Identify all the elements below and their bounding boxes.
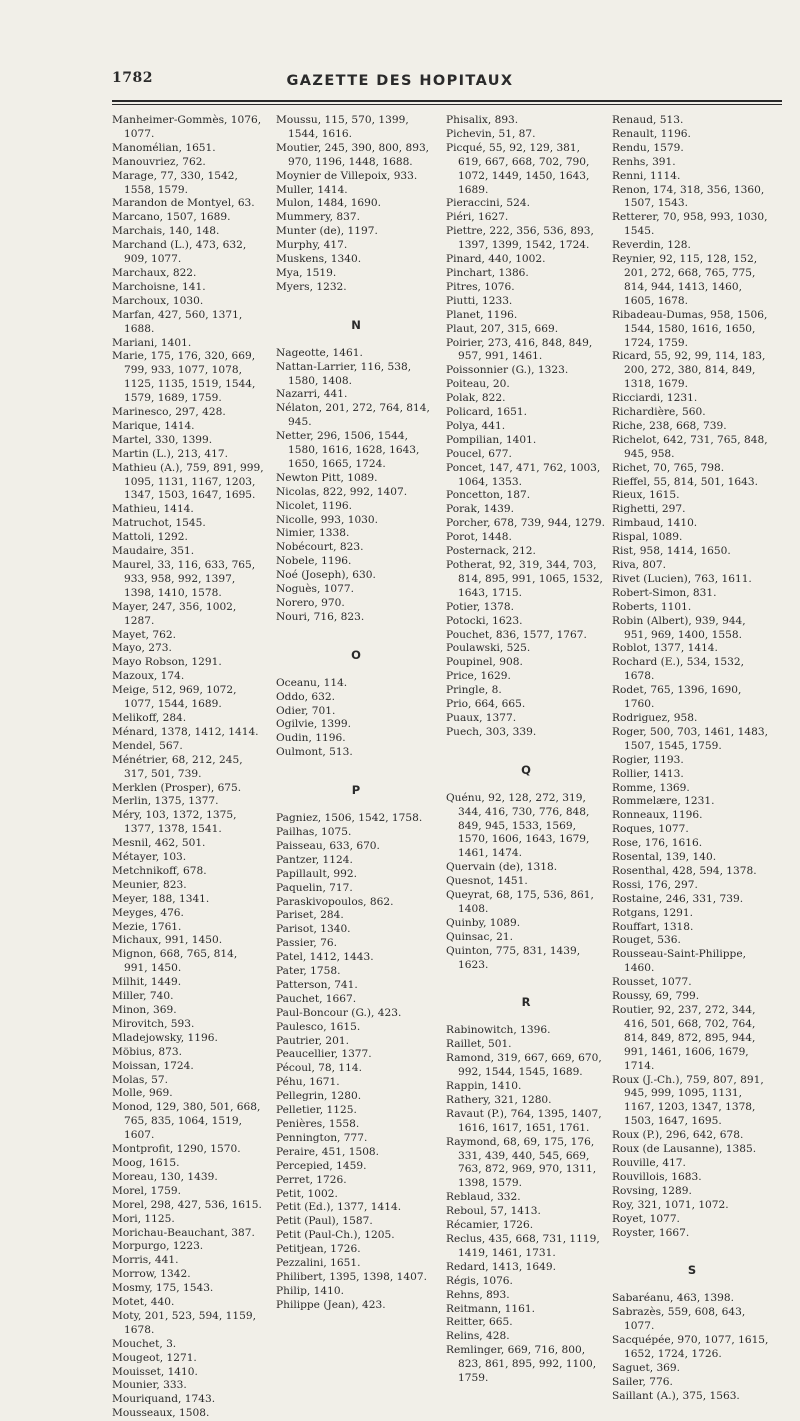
index-entry: Roussy, 69, 799. — [612, 990, 700, 1003]
index-entry: Roblot, 1377, 1414. — [612, 642, 718, 655]
index-entry: Maurel, 33, 116, 633, 765, 933, 958, 992, 1397, 1398, 1410, 1578. — [112, 559, 256, 599]
index-entry: Mosmy, 175, 1543. — [112, 1282, 214, 1295]
index-entry: Paquelin, 717. — [276, 881, 353, 894]
index-entry: Potherat, 92, 319, 344, 703, 814, 895, 991, 1065, 1532, 1643, 1715. — [446, 559, 603, 599]
index-entry: Petit (Paul-Ch.), 1205. — [276, 1229, 395, 1242]
index-entry: Meige, 512, 969, 1072, 1077, 1544, 1689. — [112, 684, 237, 711]
index-entry: Pantzer, 1124. — [276, 853, 353, 866]
index-entry: Renault, 1196. — [612, 127, 691, 140]
index-column-2 — [276, 114, 436, 1313]
index-entry: Myers, 1232. — [276, 280, 347, 293]
index-entry: Moreau, 130, 1439. — [112, 1170, 218, 1183]
index-entry: Riche, 238, 668, 739. — [612, 419, 727, 432]
index-entry: Roux (de Lausanne), 1385. — [612, 1143, 757, 1156]
index-entry: Pécoul, 78, 114. — [276, 1062, 362, 1075]
index-entry: Renon, 174, 318, 356, 1360, 1507, 1543. — [612, 183, 765, 210]
index-entry: Petit (Ed.), 1377, 1414. — [276, 1201, 402, 1214]
index-entry: Mladejowsky, 1196. — [112, 1031, 218, 1044]
index-entry: Merklen (Prosper), 675. — [112, 781, 242, 794]
index-entry: Perret, 1726. — [276, 1173, 347, 1186]
index-entry: Mariani, 1401. — [112, 336, 192, 349]
index-entry: Ronneaux, 1196. — [612, 809, 703, 822]
index-entry: Mummery, 837. — [276, 211, 360, 224]
index-entry: Marique, 1414. — [112, 419, 195, 432]
index-entry: Rimbaud, 1410. — [612, 517, 698, 530]
index-entry: Rochard (E.), 534, 1532, 1678. — [612, 656, 745, 683]
index-entry: Mattoli, 1292. — [112, 531, 188, 544]
section-spacer — [276, 295, 436, 319]
index-entry: Retterer, 70, 958, 993, 1030, 1545. — [612, 211, 768, 238]
index-entry: Muskens, 1340. — [276, 253, 362, 266]
index-entry: Mezie, 1761. — [112, 920, 182, 933]
index-entry: Quinsac, 21. — [446, 930, 513, 943]
index-entry: Régis, 1076. — [446, 1274, 513, 1287]
index-entry: Richelot, 642, 731, 765, 848, 945, 958. — [612, 433, 768, 460]
index-entry: Rieffel, 55, 814, 501, 1643. — [612, 475, 759, 488]
index-entry: Pater, 1758. — [276, 965, 341, 978]
index-entry: Polak, 822. — [446, 392, 506, 405]
index-entry: Piutti, 1233. — [446, 294, 513, 307]
index-entry: Philip, 1410. — [276, 1284, 344, 1297]
index-entry: Murphy, 417. — [276, 239, 348, 252]
index-entry: Rivet (Lucien), 763, 1611. — [612, 572, 752, 585]
index-entry: Mayo, 273. — [112, 642, 172, 655]
index-entry: Roger, 500, 703, 1461, 1483, 1507, 1545, 1759. — [612, 725, 768, 752]
index-entry: Méry, 103, 1372, 1375, 1377, 1378, 1541. — [112, 809, 237, 836]
index-entry: Rostaine, 246, 331, 739. — [612, 892, 744, 905]
index-entry: Meunier, 823. — [112, 878, 187, 891]
index-entry: Prio, 664, 665. — [446, 698, 526, 711]
index-entry: Petit, 1002. — [276, 1187, 338, 1200]
index-entry: Puech, 303, 339. — [446, 725, 537, 738]
index-entry: Petitjean, 1726. — [276, 1243, 361, 1256]
index-entry: Pringle, 8. — [446, 684, 502, 697]
index-entry: Mouriquand, 1743. — [112, 1393, 216, 1406]
index-entry: Policard, 1651. — [446, 406, 528, 419]
index-entry: Poupinel, 908. — [446, 656, 523, 669]
section-spacer — [276, 625, 436, 649]
index-entry: Routier, 92, 237, 272, 344, 416, 501, 668, 702, 764, 814, 849, 872, 895, 944, 991, 1461, 1606, 1679, 1714. — [612, 1004, 756, 1072]
index-entry: Polya, 441. — [446, 419, 506, 432]
section-letter-heading: R — [521, 995, 531, 1010]
index-entry: Renaud, 513. — [612, 114, 684, 126]
index-entry: Ravaut (P.), 764, 1395, 1407, 1616, 1617, 1651, 1761. — [446, 1107, 602, 1134]
index-entry: Robert-Simon, 831. — [612, 586, 717, 599]
index-entry: Rouville, 417. — [612, 1156, 686, 1169]
index-entry: Noé (Joseph), 630. — [276, 569, 376, 582]
index-entry: Rendu, 1579. — [612, 141, 684, 154]
index-entry: Penières, 1558. — [276, 1118, 360, 1130]
index-entry: Möbius, 873. — [112, 1045, 182, 1058]
index-entry: Sabrazès, 559, 608, 643, 1077. — [612, 1306, 746, 1333]
index-entry: Odier, 701. — [276, 704, 336, 717]
index-entry: Sacquépée, 970, 1077, 1615, 1652, 1724, 1726. — [612, 1334, 769, 1360]
index-entry: Plaut, 207, 315, 669. — [446, 322, 559, 335]
index-entry: Miller, 740. — [112, 990, 174, 1003]
index-entry: Paisseau, 633, 670. — [276, 839, 380, 852]
section-letter-heading: O — [351, 647, 361, 662]
index-entry: Morichau-Beauchant, 387. — [112, 1226, 255, 1239]
index-entry: Pieraccini, 524. — [446, 197, 530, 210]
index-entry: Parisot, 1340. — [276, 923, 351, 936]
index-entry: Mathieu (A.), 759, 891, 999, 1095, 1131, 1167, 1203, 1347, 1503, 1647, 1695. — [112, 461, 264, 502]
index-entry: Rommelære, 1231. — [612, 795, 715, 808]
index-entry: Percepied, 1459. — [276, 1159, 367, 1172]
index-entry: Roberts, 1101. — [612, 600, 692, 613]
index-entry: Porcher, 678, 739, 944, 1279. — [446, 517, 605, 530]
index-entry: Marie, 175, 176, 320, 669, 799, 933, 1077, 1078, 1125, 1135, 1519, 1544, 1579, 1689, 1759. — [112, 350, 256, 405]
index-entry: Rouget, 536. — [612, 934, 681, 947]
index-entry: Righetti, 297. — [612, 503, 686, 516]
index-entry: Roux (P.), 296, 642, 678. — [612, 1129, 744, 1142]
index-entry: Merlin, 1375, 1377. — [112, 795, 219, 808]
index-entry: Rosental, 139, 140. — [612, 851, 717, 864]
index-entry: Rousset, 1077. — [612, 976, 692, 989]
index-entry: Mougeot, 1271. — [112, 1351, 197, 1364]
index-entry: Morpurgo, 1223. — [112, 1240, 204, 1253]
index-entry: Rodet, 765, 1396, 1690, 1760. — [612, 684, 742, 711]
running-title: GAZETTE DES HOPITAUX — [286, 73, 514, 89]
index-entry: Nicolet, 1196. — [276, 499, 352, 512]
index-entry: Remlinger, 669, 716, 800, 823, 861, 895, 992, 1100, 1759. — [446, 1344, 597, 1385]
index-entry: Manomélian, 1651. — [112, 141, 216, 154]
index-entry: Rossi, 176, 297. — [612, 878, 698, 891]
section-spacer — [446, 740, 606, 764]
index-entry: Planet, 1196. — [446, 308, 518, 321]
index-entry: Rist, 958, 1414, 1650. — [612, 545, 731, 558]
index-entry: Renni, 1114. — [612, 169, 681, 182]
index-entry: Mulon, 1484, 1690. — [276, 197, 382, 210]
index-entry: Royet, 1077. — [612, 1212, 680, 1225]
index-entry: Marcano, 1507, 1689. — [112, 211, 231, 224]
index-entry: Reboul, 57, 1413. — [446, 1205, 541, 1218]
index-entry: Poncet, 147, 471, 762, 1003, 1064, 1353. — [446, 461, 601, 488]
index-entry: Rehns, 893. — [446, 1288, 510, 1301]
index-entry: Moutier, 245, 390, 800, 893, 970, 1196, 1448, 1688. — [276, 141, 430, 168]
section-spacer — [276, 760, 436, 784]
index-entry: Ribadeau-Dumas, 958, 1506, 1544, 1580, 1616, 1650, 1724, 1759. — [612, 308, 768, 349]
index-entry: Netter, 296, 1506, 1544, 1580, 1616, 1628, 1643, 1650, 1665, 1724. — [276, 430, 420, 470]
index-entry: Pelletier, 1125. — [276, 1104, 357, 1117]
index-entry: Mignon, 668, 765, 814, 991, 1450. — [112, 948, 238, 975]
index-entry: Marfan, 427, 560, 1371, 1688. — [112, 308, 243, 335]
index-entry: Patel, 1412, 1443. — [276, 951, 374, 964]
section-spacer — [446, 972, 606, 996]
index-entry: Rabinowitch, 1396. — [446, 1024, 551, 1037]
index-entry: Roux (J.-Ch.), 759, 807, 891, 945, 999, 1095, 1131, 1167, 1203, 1347, 1378, 1503, 1647, 1695. — [612, 1073, 764, 1128]
index-entry: Mouchet, 3. — [112, 1337, 177, 1350]
index-entry: Mayo Robson, 1291. — [112, 656, 222, 669]
index-entry: Posternack, 212. — [446, 545, 536, 558]
header-rule — [112, 100, 782, 102]
index-entry: Poirier, 273, 416, 848, 849, 957, 991, 1461. — [446, 336, 593, 363]
index-entry: Montprofit, 1290, 1570. — [112, 1143, 241, 1156]
index-entry: Metchnikoff, 678. — [112, 864, 207, 877]
index-entry: Newton Pitt, 1089. — [276, 471, 378, 484]
index-entry: Nazarri, 441. — [276, 388, 348, 401]
index-entry: Raillet, 501. — [446, 1038, 512, 1051]
index-entry: Saguet, 369. — [612, 1361, 681, 1374]
index-entry: Raymond, 68, 69, 175, 176, 331, 439, 440, 545, 669, 763, 872, 969, 970, 1311, 1398, 1579. — [446, 1135, 597, 1190]
index-entry: Mouisset, 1410. — [112, 1365, 198, 1378]
section-letter-heading: S — [687, 1263, 697, 1278]
index-entry: Poissonnier (G.), 1323. — [446, 364, 569, 377]
index-entry: Nicolle, 993, 1030. — [276, 513, 379, 526]
index-entry: Philippe (Jean), 423. — [276, 1298, 386, 1311]
page-number: 1782 — [112, 70, 153, 86]
index-entry: Puaux, 1377. — [446, 711, 517, 724]
index-entry: Morrow, 1342. — [112, 1268, 191, 1281]
index-entry: Matruchot, 1545. — [112, 517, 206, 530]
index-entry: Peraire, 451, 1508. — [276, 1145, 380, 1158]
index-entry: Ménétrier, 68, 212, 245, 317, 501, 739. — [112, 753, 243, 780]
index-entry: Piéri, 1627. — [446, 211, 509, 224]
index-entry: Pariset, 284. — [276, 909, 344, 922]
index-entry: Milhit, 1449. — [112, 976, 182, 989]
index-entry: Rollier, 1413. — [612, 767, 684, 780]
index-entry: Moynier de Villepoix, 933. — [276, 169, 418, 182]
index-entry: Oceanu, 114. — [276, 676, 348, 689]
index-entry: Papillault, 992. — [276, 867, 358, 880]
index-entry: Marchoisne, 141. — [112, 280, 206, 293]
index-entry: Rouvillois, 1683. — [612, 1170, 702, 1183]
index-entry: Noguès, 1077. — [276, 583, 355, 596]
index-entry: Mesnil, 462, 501. — [112, 837, 206, 850]
index-entry: Pinard, 440, 1002. — [446, 253, 546, 266]
index-entry: Muller, 1414. — [276, 183, 348, 196]
index-entry: Morel, 1759. — [112, 1184, 182, 1197]
index-entry: Porot, 1448. — [446, 531, 512, 544]
index-entry: Norero, 970. — [276, 597, 345, 609]
index-entry: Meyer, 188, 1341. — [112, 892, 210, 905]
index-entry: Pezzalini, 1651. — [276, 1257, 361, 1270]
index-entry: Marandon de Montyel, 63. — [112, 197, 255, 210]
index-entry: Pagniez, 1506, 1542, 1758. — [276, 812, 423, 825]
index-column-4 — [612, 114, 772, 1404]
index-entry: Quervain (de), 1318. — [446, 861, 558, 874]
section-spacer — [612, 1240, 772, 1264]
index-entry: Poncetton, 187. — [446, 489, 531, 502]
index-entry: Pauchet, 1667. — [276, 992, 357, 1005]
index-entry: Mayer, 247, 356, 1002, 1287. — [112, 600, 237, 627]
index-entry: Rosenthal, 428, 594, 1378. — [612, 864, 757, 877]
index-column-3 — [446, 114, 606, 1386]
index-entry: Pouchet, 836, 1577, 1767. — [446, 628, 587, 641]
index-entry: Rispal, 1089. — [612, 531, 683, 544]
index-entry: Reitmann, 1161. — [446, 1302, 535, 1315]
index-entry: Roques, 1077. — [612, 823, 689, 836]
index-entry: Pautrier, 201. — [276, 1034, 349, 1047]
index-entry: Mya, 1519. — [276, 266, 337, 279]
index-entry: Pompilian, 1401. — [446, 433, 537, 446]
index-entry: Meyges, 476. — [112, 906, 184, 919]
index-entry: Nageotte, 1461. — [276, 346, 363, 359]
index-entry: Sabaréanu, 463, 1398. — [612, 1292, 734, 1305]
index-entry: Nicolas, 822, 992, 1407. — [276, 485, 408, 498]
index-entry: Poucel, 677. — [446, 447, 512, 460]
index-entry: Romme, 1369. — [612, 781, 690, 794]
index-entry: Ogilvie, 1399. — [276, 718, 351, 731]
index-entry: Poulawski, 525. — [446, 642, 531, 655]
index-entry: Picqué, 55, 92, 129, 381, 619, 667, 668, 702, 790, 1072, 1449, 1450, 1643, 1689. — [446, 141, 590, 196]
section-spacer — [276, 798, 436, 812]
index-entry: Maudaire, 351. — [112, 545, 195, 558]
index-entry: Piettre, 222, 356, 536, 893, 1397, 1399, 1542, 1724. — [446, 225, 594, 252]
index-entry: Minon, 369. — [112, 1004, 177, 1016]
section-letter-heading: N — [351, 317, 361, 332]
index-entry: Melikoff, 284. — [112, 711, 187, 724]
index-entry: Rose, 176, 1616. — [612, 837, 703, 850]
index-entry: Rieux, 1615. — [612, 489, 680, 502]
index-entry: Patterson, 741. — [276, 978, 358, 991]
index-entry: Ricard, 55, 92, 99, 114, 183, 200, 272, 380, 814, 849, 1318, 1679. — [612, 350, 766, 391]
index-entry: Marchaux, 822. — [112, 266, 197, 279]
index-entry: Philibert, 1395, 1398, 1407. — [276, 1270, 427, 1283]
index-entry: Molas, 57. — [112, 1073, 168, 1086]
index-entry: Potier, 1378. — [446, 600, 514, 613]
index-entry: Marchais, 140, 148. — [112, 225, 220, 238]
index-entry: Pennington, 777. — [276, 1131, 368, 1144]
index-entry: Mendel, 567. — [112, 739, 183, 752]
section-spacer — [276, 333, 436, 347]
index-entry: Reclus, 435, 668, 731, 1119, 1419, 1461, 1731. — [446, 1232, 600, 1259]
index-entry: Quesnot, 1451. — [446, 875, 528, 888]
index-entry: Royster, 1667. — [612, 1226, 690, 1239]
index-entry: Mounier, 333. — [112, 1379, 187, 1392]
index-entry: Phisalix, 893. — [446, 114, 519, 126]
index-entry: Pitres, 1076. — [446, 280, 515, 293]
section-spacer — [446, 1010, 606, 1024]
index-entry: Motet, 440. — [112, 1296, 175, 1309]
index-entry: Petit (Paul), 1587. — [276, 1215, 373, 1228]
index-entry: Mathieu, 1414. — [112, 503, 194, 516]
index-entry: Passier, 76. — [276, 937, 337, 950]
section-spacer — [446, 778, 606, 792]
index-entry: Nélaton, 201, 272, 764, 814, 945. — [276, 402, 430, 429]
index-entry: Péhu, 1671. — [276, 1076, 340, 1089]
index-entry: Ramond, 319, 667, 669, 670, 992, 1544, 1545, 1689. — [446, 1052, 602, 1079]
index-entry: Relins, 428. — [446, 1330, 510, 1343]
index-entry: Rotgans, 1291. — [612, 906, 694, 919]
index-entry: Nimier, 1338. — [276, 527, 350, 540]
index-entry: Pailhas, 1075. — [276, 825, 352, 838]
index-entry: Monod, 129, 380, 501, 668, 765, 835, 1064, 1519, 1607. — [112, 1101, 261, 1142]
index-entry: Potocki, 1623. — [446, 614, 523, 627]
section-spacer — [276, 663, 436, 677]
index-entry: Rodriguez, 958. — [612, 711, 698, 724]
index-entry: Métayer, 103. — [112, 851, 187, 864]
index-entry: Renhs, 391. — [612, 155, 676, 168]
index-entry: Queyrat, 68, 175, 536, 861, 1408. — [446, 889, 594, 915]
index-entry: Marage, 77, 330, 1542, 1558, 1579. — [112, 169, 238, 196]
index-entry: Poiteau, 20. — [446, 378, 510, 391]
index-entry: Quinby, 1089. — [446, 916, 521, 929]
index-entry: Moog, 1615. — [112, 1156, 180, 1169]
index-entry: Quinton, 775, 831, 1439, 1623. — [446, 944, 581, 971]
index-entry: Porak, 1439. — [446, 503, 514, 516]
index-entry: Robin (Albert), 939, 944, 951, 969, 1400, 1558. — [612, 614, 746, 641]
index-entry: Mori, 1125. — [112, 1212, 175, 1225]
index-entry: Sailer, 776. — [612, 1375, 673, 1388]
index-entry: Marchoux, 1030. — [112, 294, 204, 307]
index-entry: Marinesco, 297, 428. — [112, 406, 226, 419]
index-entry: Oddo, 632. — [276, 690, 335, 703]
index-entry: Nobele, 1196. — [276, 555, 352, 568]
index-entry: Pellegrin, 1280. — [276, 1090, 362, 1103]
section-spacer — [612, 1278, 772, 1292]
index-entry: Pinchart, 1386. — [446, 266, 529, 279]
index-entry: Reitter, 665. — [446, 1316, 513, 1329]
header-rule-thin — [112, 104, 782, 105]
index-entry: Quénu, 92, 128, 272, 319, 344, 416, 730, 776, 848, 849, 945, 1533, 1569, 1570, 1606, 1643, 1679, 1461, 1474. — [446, 791, 590, 860]
index-entry: Redard, 1413, 1649. — [446, 1260, 556, 1273]
index-entry: Mayet, 762. — [112, 628, 176, 641]
index-entry: Reverdin, 128. — [612, 239, 691, 252]
index-entry: Roy, 321, 1071, 1072. — [612, 1198, 729, 1211]
index-entry: Mousseaux, 1508. — [112, 1407, 210, 1420]
index-entry: Moussu, 115, 570, 1399, 1544, 1616. — [276, 114, 409, 140]
index-entry: Ménard, 1378, 1412, 1414. — [112, 725, 259, 738]
index-entry: Richardière, 560. — [612, 406, 706, 419]
index-entry: Nobécourt, 823. — [276, 541, 364, 554]
index-entry: Molle, 969. — [112, 1087, 173, 1100]
index-entry: Rouffart, 1318. — [612, 920, 694, 933]
index-entry: Price, 1629. — [446, 670, 511, 683]
index-entry: Paul-Boncour (G.), 423. — [276, 1006, 402, 1019]
index-entry: Paraskivopoulos, 862. — [276, 895, 394, 908]
index-entry: Nouri, 716, 823. — [276, 610, 365, 623]
index-entry: Manouvriez, 762. — [112, 155, 206, 168]
index-entry: Mirovitch, 593. — [112, 1017, 195, 1030]
index-entry: Ricciardi, 1231. — [612, 392, 698, 405]
page-header — [0, 0, 800, 110]
index-entry: Richet, 70, 765, 798. — [612, 461, 725, 474]
index-entry: Rogier, 1193. — [612, 753, 684, 766]
index-entry: Nattan-Larrier, 116, 538, 1580, 1408. — [276, 360, 412, 387]
index-entry: Récamier, 1726. — [446, 1219, 534, 1232]
index-entry: Martin (L.), 213, 417. — [112, 447, 229, 460]
index-entry: Reblaud, 332. — [446, 1191, 521, 1204]
index-entry: Moissan, 1724. — [112, 1059, 194, 1072]
index-entry: Paulesco, 1615. — [276, 1020, 361, 1033]
index-entry: Pichevin, 51, 87. — [446, 127, 536, 140]
section-letter-heading: Q — [521, 762, 531, 777]
index-column-1 — [112, 114, 264, 1421]
index-entry: Marchand (L.), 473, 632, 909, 1077. — [112, 239, 247, 266]
index-entry: Rappin, 1410. — [446, 1080, 522, 1092]
index-entry: Rathery, 321, 1280. — [446, 1093, 552, 1106]
index-entry: Oulmont, 513. — [276, 746, 353, 759]
index-entry: Martel, 330, 1399. — [112, 433, 213, 446]
index-entry: Rovsing, 1289. — [612, 1184, 692, 1197]
index-entry: Saillant (A.), 375, 1563. — [612, 1389, 740, 1402]
index-entry: Manheimer-Gommès, 1076, 1077. — [112, 114, 262, 140]
section-letter-heading: P — [351, 783, 361, 798]
index-entry: Munter (de), 1197. — [276, 225, 378, 238]
index-entry: Riva, 807. — [612, 559, 666, 571]
index-entry: Michaux, 991, 1450. — [112, 934, 223, 947]
index-entry: Rousseau-Saint-Philippe, 1460. — [612, 948, 746, 975]
index-entry: Reynier, 92, 115, 128, 152, 201, 272, 668, 765, 775, 814, 944, 1413, 1460, 1605, 1678. — [612, 253, 758, 307]
index-entry: Mazoux, 174. — [112, 670, 185, 683]
index-entry: Peaucellier, 1377. — [276, 1048, 372, 1061]
index-entry: Morris, 441. — [112, 1254, 179, 1267]
index-entry: Morel, 298, 427, 536, 1615. — [112, 1198, 262, 1211]
index-entry: Moty, 201, 523, 594, 1159, 1678. — [112, 1309, 256, 1336]
index-entry: Oudin, 1196. — [276, 732, 346, 745]
